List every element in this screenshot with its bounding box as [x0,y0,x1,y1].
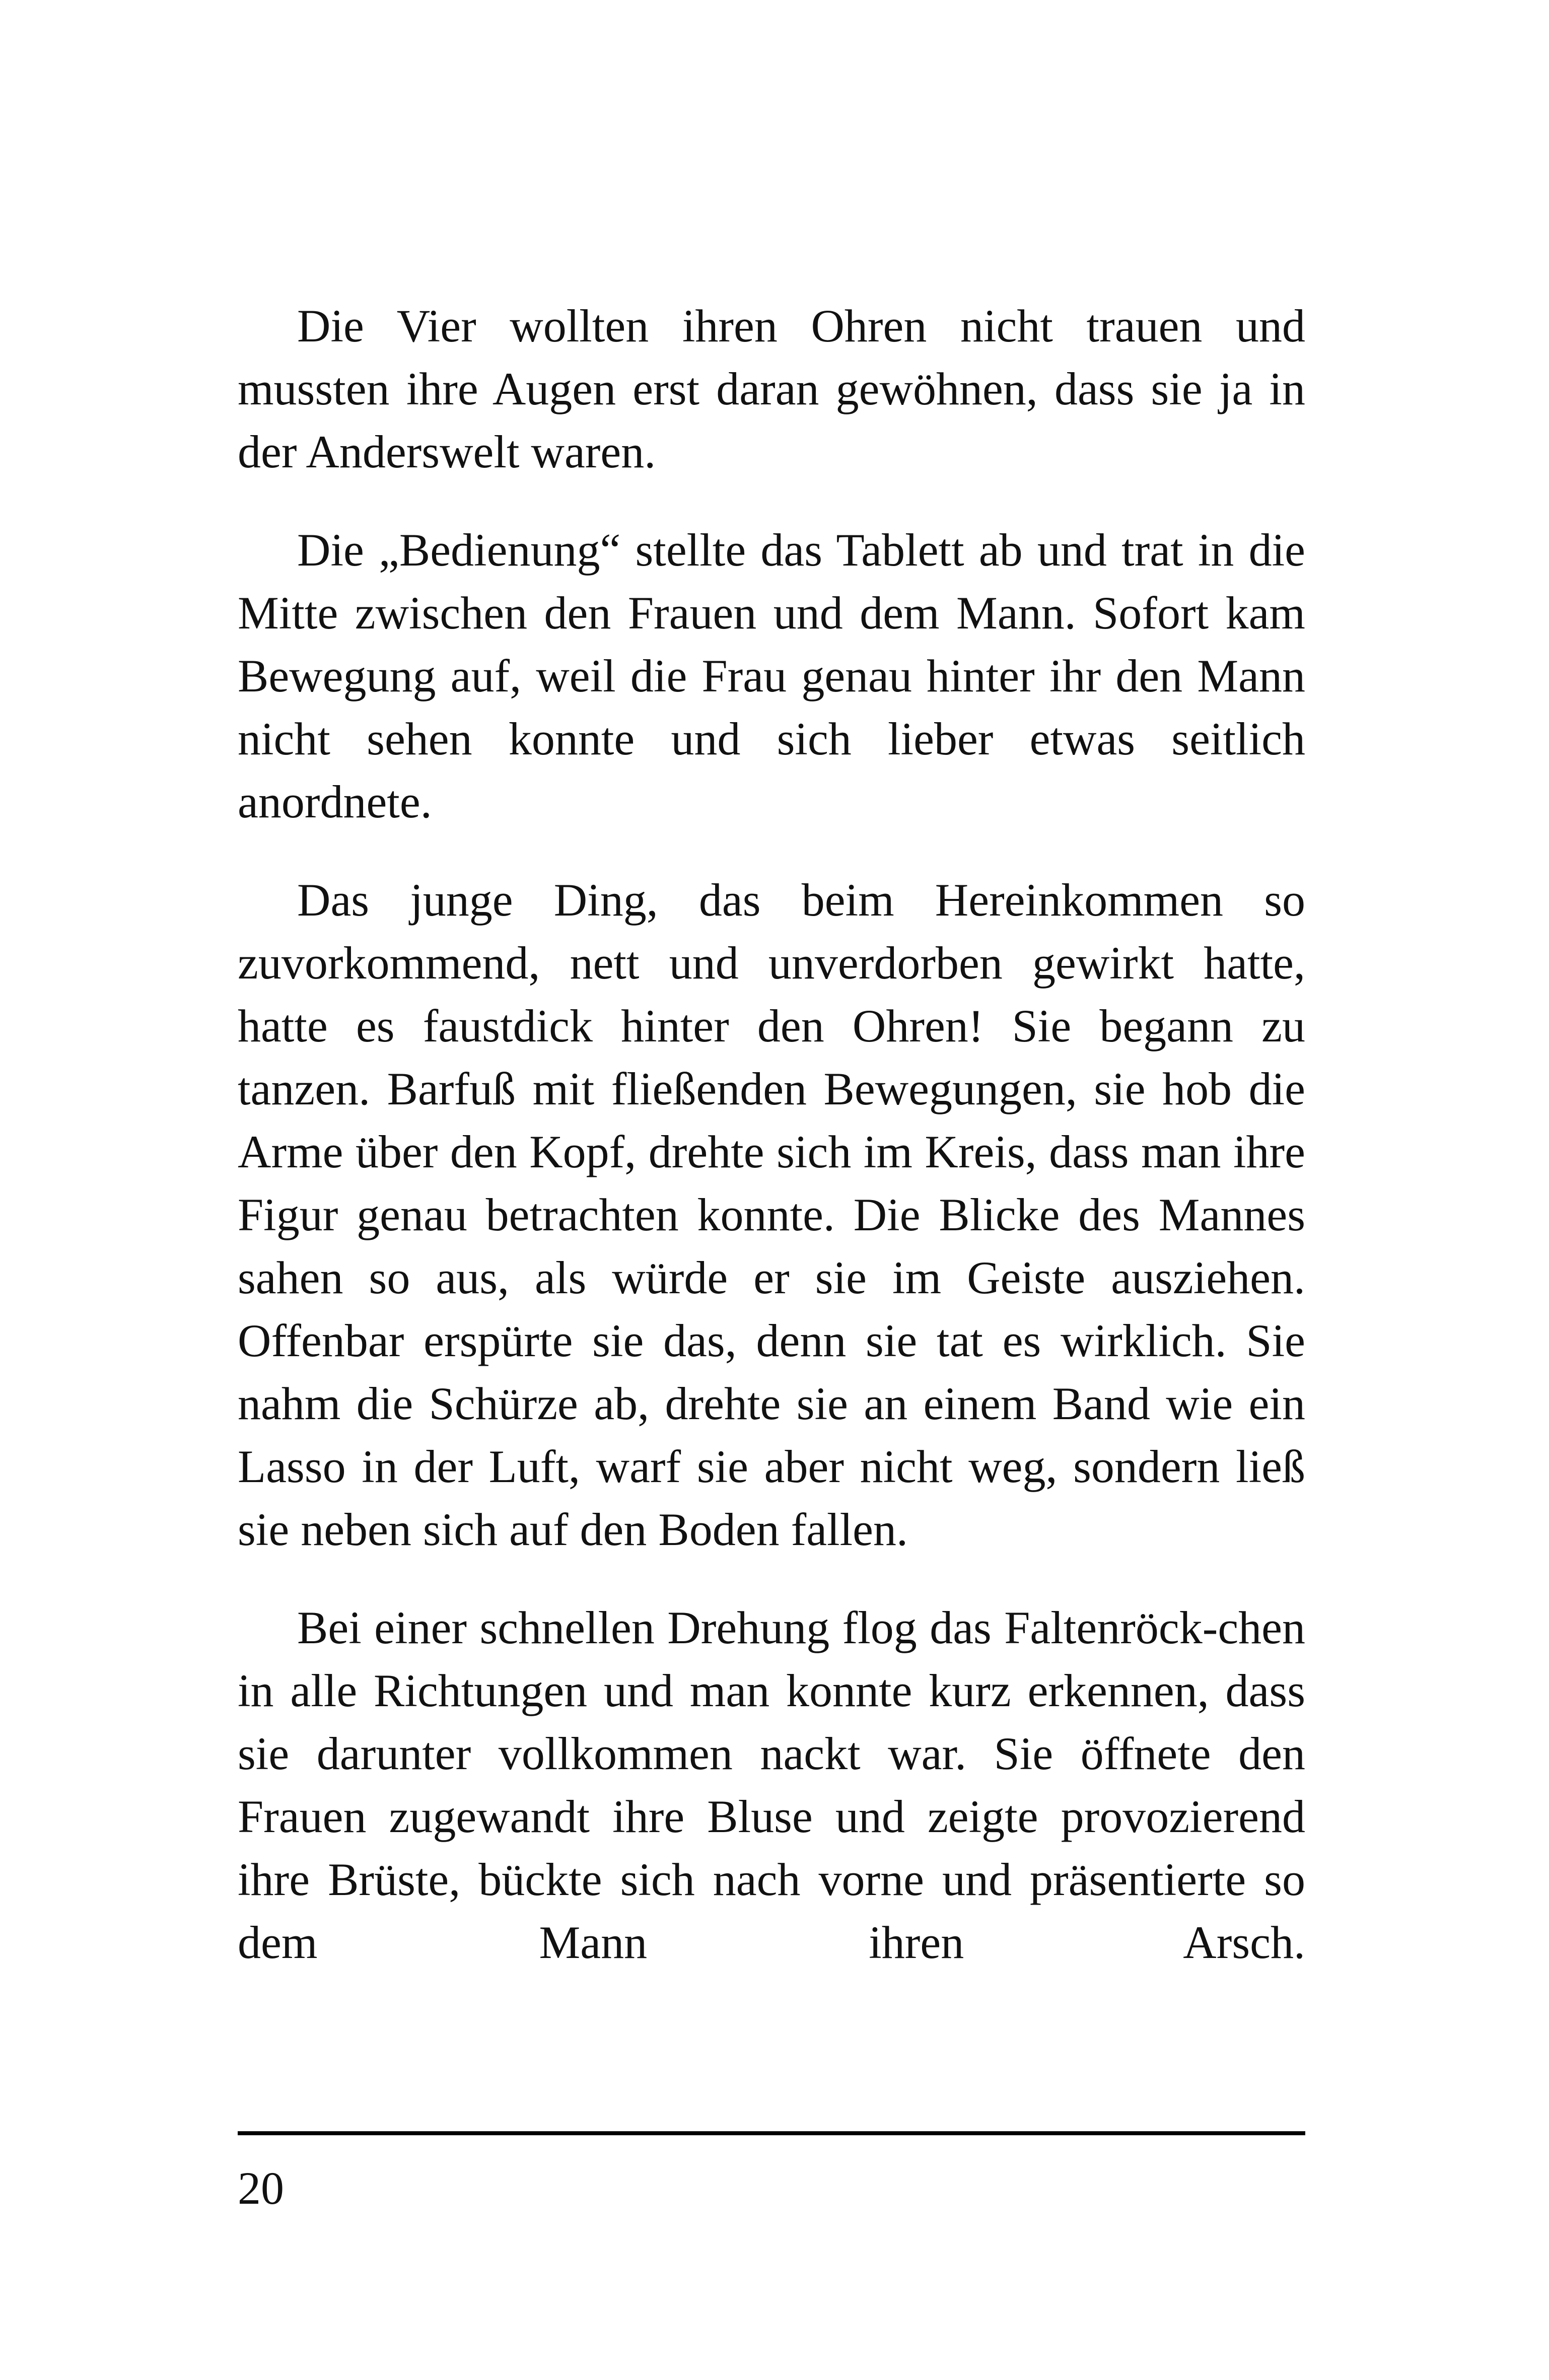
paragraph-1: Die Vier wollten ihren Ohren nicht trauen und mussten ihre Augen erst daran gewöhnen, dass sie ja in der Anderswelt waren. [238,300,1305,477]
body-text [238,295,1305,2009]
page-number: 20 [238,2162,284,2214]
paragraph-2: Die „Bedienung“ stellte das Tablett ab und trat in die Mitte zwischen den Frauen und dem Mann. Sofort kam Bewegung auf, weil die Frau genau hinter ihr den Mann nicht sehen konnte und sich lieber etwas seitlich anordnete. [238,524,1305,827]
paragraph-4: Bei einer schnellen Drehung flog das Faltenröck-chen in alle Richtungen und man konnte kurz erkennen, dass sie darunter vollkommen nackt war. Sie öffnete den Frauen zugewandt ihre Bluse und zeigte provozierend ihre Brüste, bückte sich nach vorne und präsentierte so dem Mann ihren Arsch. [238,1602,1305,1968]
footer-divider [238,2131,1305,2135]
paragraph-3: Das junge Ding, das beim Hereinkommen so zuvorkommend, nett und unverdorben gewirkt hatte, hatte es faustdick hinter den Ohren! Sie begann zu tanzen. Barfuß mit fließenden Bewegungen, sie hob die Arme über den Kopf, drehte sich im Kreis, dass man ihre Figur genau betrachten konnte. Die Blicke des Mannes sahen so aus, als würde er sie im Geiste ausziehen. Offenbar erspürte sie das, denn sie tat es wirklich. Sie nahm die Schürze ab, drehte sie an einem Band wie ein Lasso in der Luft, warf sie aber nicht weg, sondern ließ sie neben sich auf den Boden fallen. [238,874,1305,1555]
